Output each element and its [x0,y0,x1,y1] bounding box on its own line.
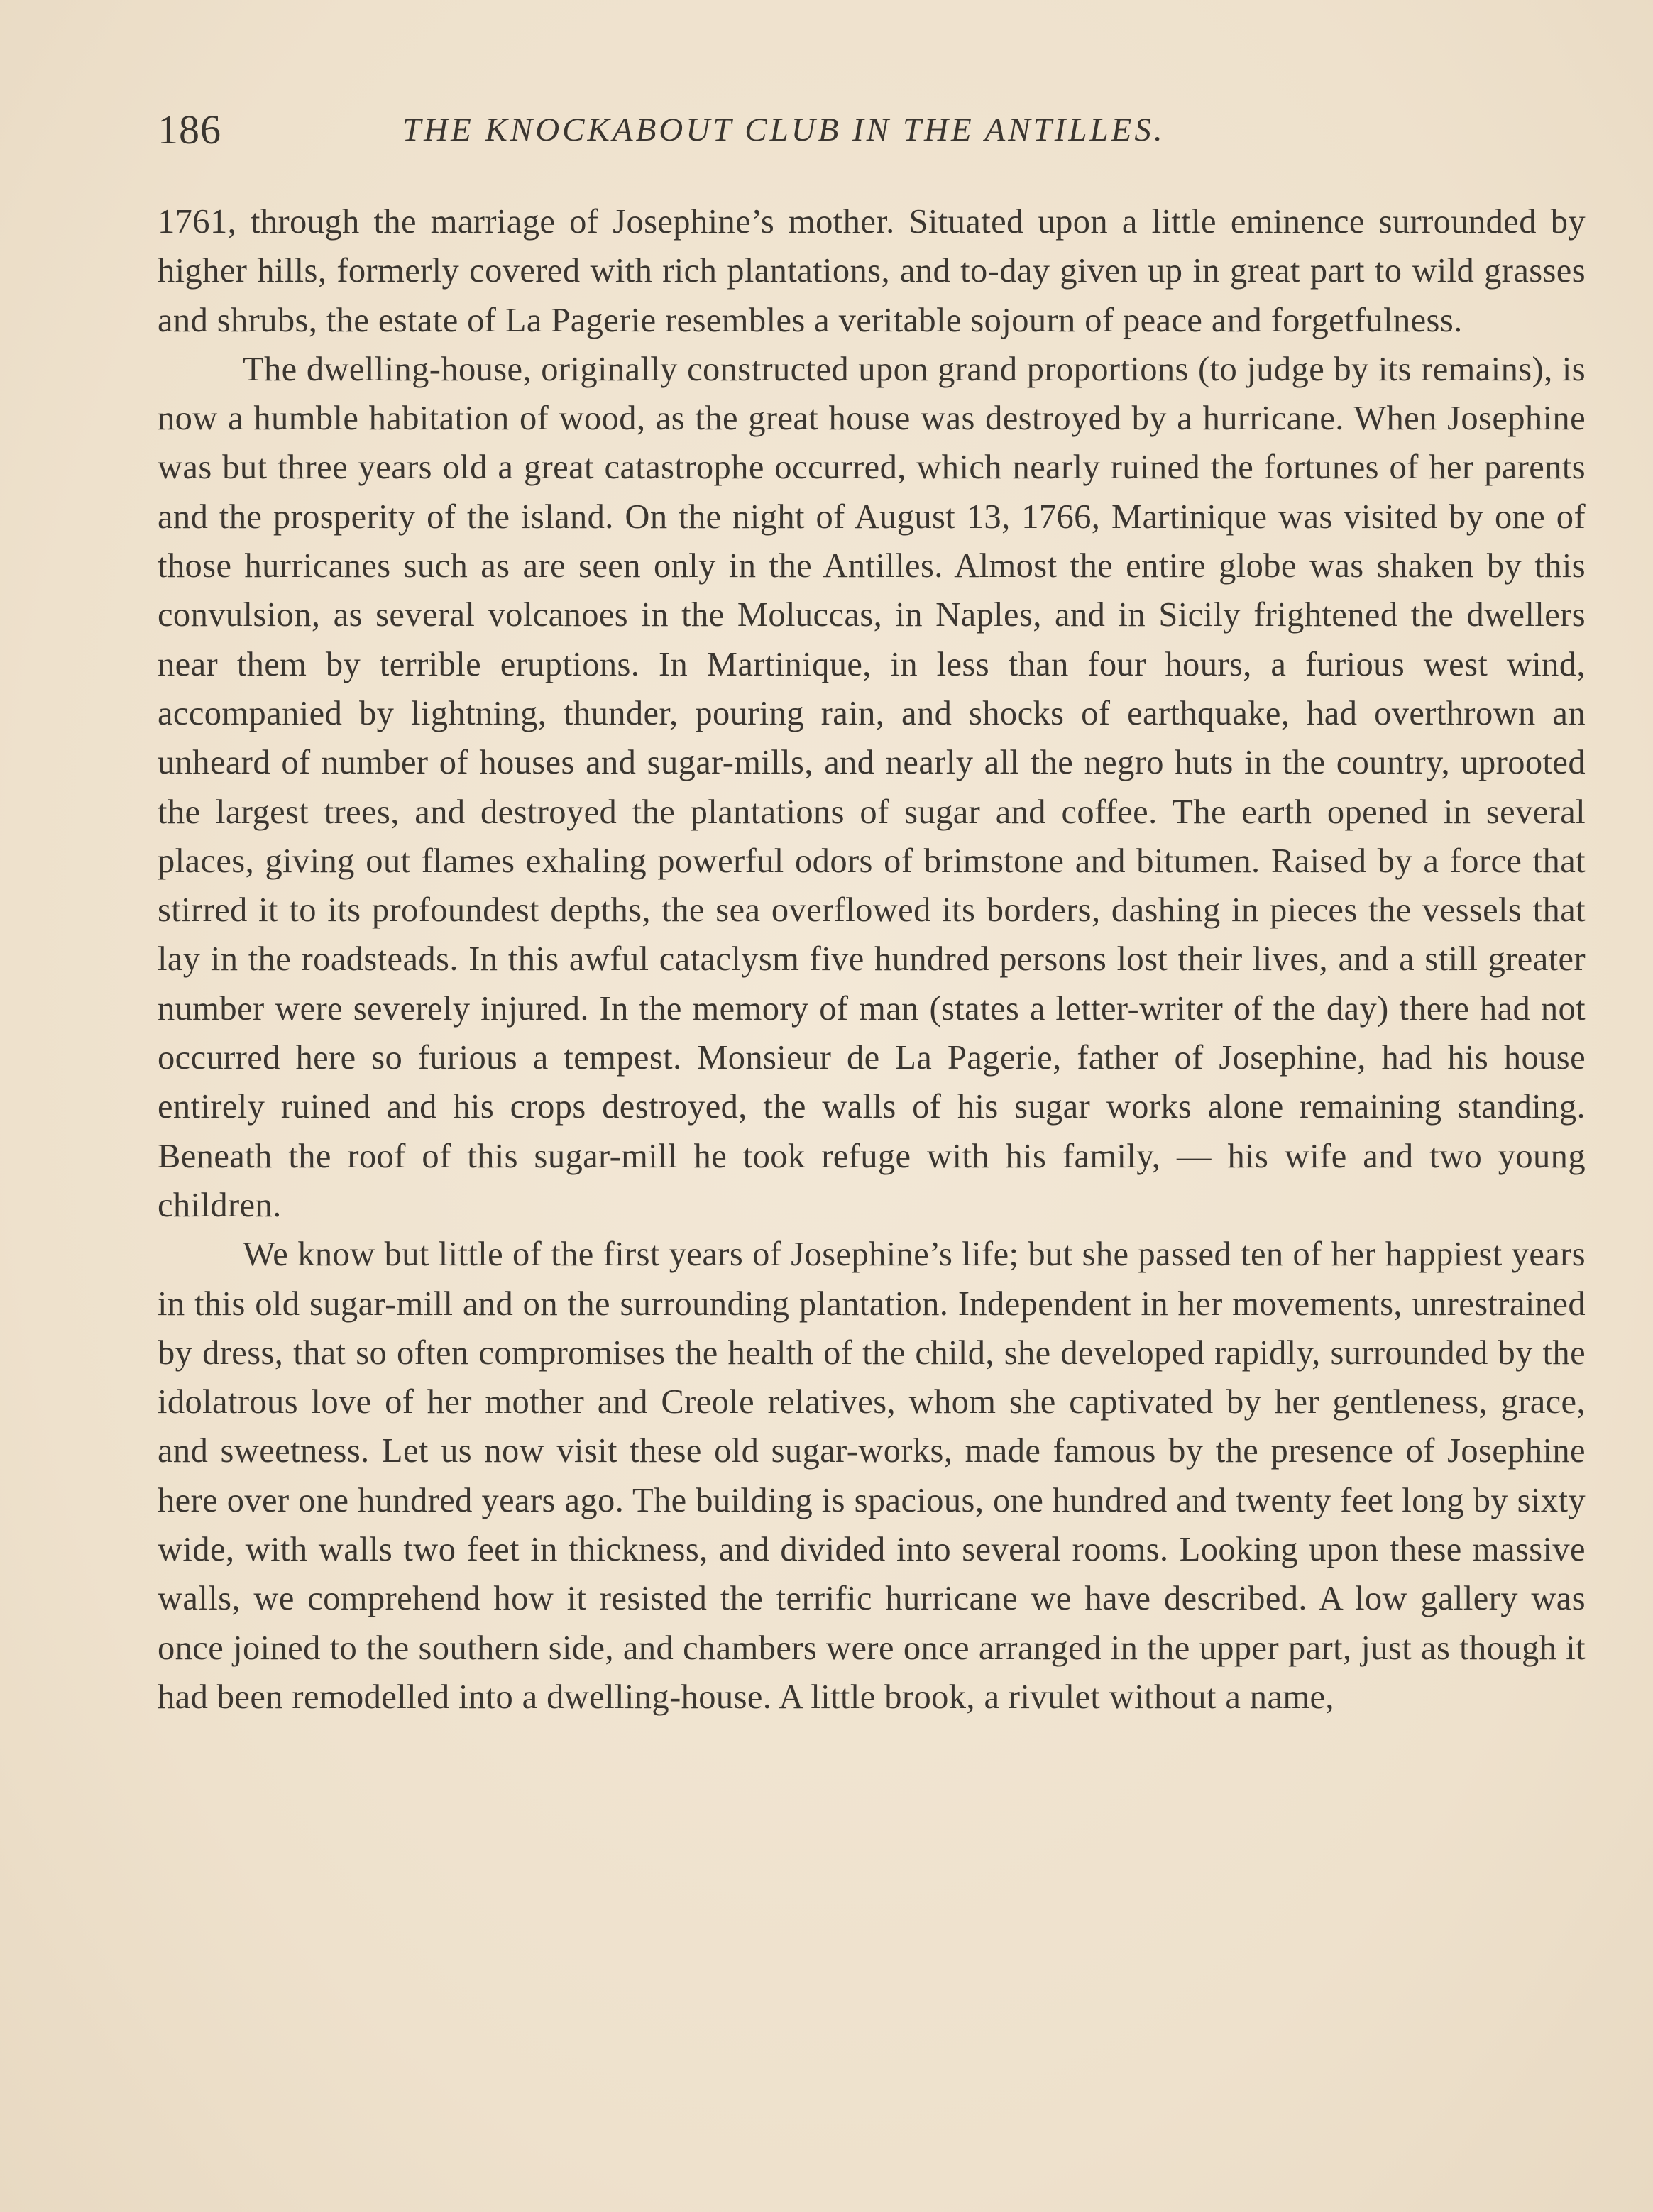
page-number: 186 [158,106,221,153]
paragraph-josephine-childhood: We know but little of the first years of Josephine’s life; but she passed ten of her happiest years in this old sugar-mill and on the surrounding plantation. Independent in her movements, unrestrained by dress, that so often compromises the health of the child, she developed rapidly, surrounded by the idolatrous love of her mother and Creole relatives, whom she captivated by her gentleness, grace, and sweetness. Let us now visit these old sugar-works, made famous by the presence of Josephine here over one hundred years ago. The building is spacious, one hundred and twenty feet long by sixty wide, with walls two feet in thickness, and divided into several rooms. Looking upon these massive walls, we comprehend how it resisted the terrific hurricane we have described. A low gallery was once joined to the southern side, and chambers were once arranged in the upper part, just as though it had been remodelled into a dwelling-house. A little brook, a rivulet without a name, [158,1236,1586,1716]
paragraph-continuation: 1761, through the marriage of Josephine’s mother. Situated upon a little eminence surrounded by higher hills, formerly covered with rich plantations, and to-day given up in great part to wild grasses and shrubs, the estate of La Pagerie resembles a veritable sojourn of peace and forgetfulness. [158,203,1586,339]
paragraph-hurricane: The dwelling-house, originally constructed upon grand proportions (to judge by its remains), is now a humble habitation of wood, as the great house was destroyed by a hurricane. When Josephine was but three years old a great catastrophe occurred, which nearly ruined the fortunes of her parents and the prosperity of the island. On the night of August 13, 1766, Martinique was visited by one of those hurricanes such as are seen only in the Antilles. Almost the entire globe was shaken by this convulsion, as several volcanoes in the Moluccas, in Naples, and in Sicily frightened the dwellers near them by terrible eruptions. In Martinique, in less than four hours, a furious west wind, accompanied by lightning, thunder, pouring rain, and shocks of earthquake, had overthrown an unheard of number of houses and sugar-mills, and nearly all the negro huts in the country, uprooted the largest trees, and destroyed the plantations of sugar and coffee. The earth opened in several places, giving out flames exhaling powerful odors of brimstone and bitumen. Raised by a force that stirred it to its profoundest depths, the sea overflowed its borders, dashing in pieces the vessels that lay in the roadsteads. In this awful cataclysm five hundred persons lost their lives, and a still greater number were severely injured. In the memory of man (states a letter-writer of the day) there had not occurred here so furious a tempest. Monsieur de La Pagerie, father of Josephine, had his house entirely ruined and his crops destroyed, the walls of his sugar works alone remaining standing. Beneath the roof of this sugar-mill he took refuge with his family, — his wife and two young children. [158,350,1586,1224]
running-title: THE KNOCKABOUT CLUB IN THE ANTILLES. [402,111,1165,148]
page-header [158,105,1378,155]
body-text [158,197,1586,1722]
